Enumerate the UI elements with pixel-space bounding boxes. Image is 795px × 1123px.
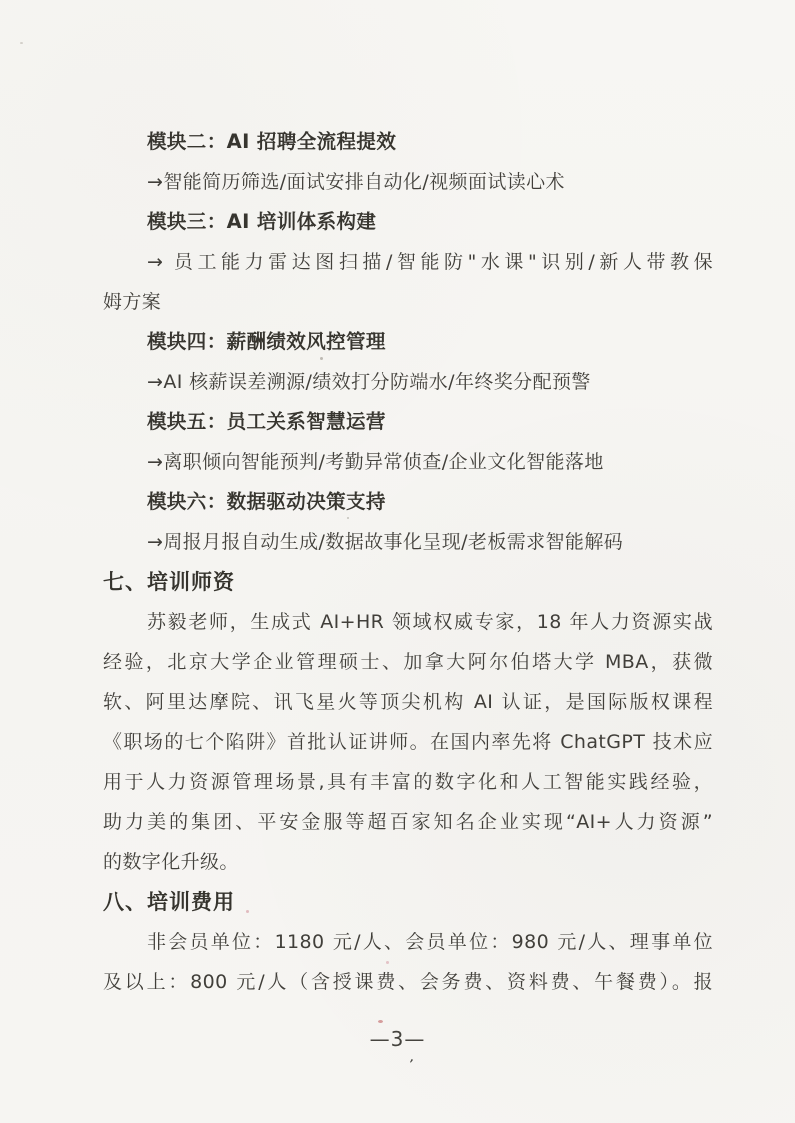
paragraph-line: 的数字化升级。 — [103, 851, 239, 873]
scan-artifact-mark: ’ — [405, 1055, 415, 1075]
paragraph-line: 非会员单位：1180 元/人、会员单位：980 元/人、理事单位 — [147, 931, 713, 953]
paragraph-line: 苏毅老师，生成式 AI+HR 领域权威专家，18 年人力资源实战 — [147, 611, 713, 633]
module-heading: 模块六：数据驱动决策支持 — [147, 490, 386, 513]
module-detail: →智能简历筛选/面试安排自动化/视频面试读心术 — [147, 171, 565, 193]
scan-artifact-speck — [246, 910, 249, 913]
module-detail: →周报月报自动生成/数据故事化呈现/老板需求智能解码 — [147, 531, 624, 553]
scan-artifact-speck — [320, 357, 323, 360]
scan-artifact-speck — [386, 961, 389, 964]
module-detail: → 员工能力雷达图扫描/智能防"水课"识别/新人带教保 — [147, 251, 713, 273]
section-heading-instructors: 七、培训师资 — [103, 570, 235, 594]
paragraph-line: 及以上：800 元/人（含授课费、会务费、资料费、午餐费）。报 — [103, 971, 713, 993]
module-heading: 模块四：薪酬绩效风控管理 — [147, 330, 386, 353]
section-heading-fees: 八、培训费用 — [103, 890, 235, 914]
scan-artifact-speck — [378, 1020, 383, 1023]
paragraph-line: 助力美的集团、平安金服等超百家知名企业实现“AI+人力资源” — [103, 811, 713, 833]
module-heading: 模块三：AI 培训体系构建 — [147, 210, 377, 233]
text-block — [103, 122, 713, 1002]
paragraph-line: 软、阿里达摩院、讯飞星火等顶尖机构 AI 认证，是国际版权课程 — [103, 691, 713, 713]
module-detail: →AI 核薪误差溯源/绩效打分防端水/年终奖分配预警 — [147, 371, 591, 393]
paragraph-line: 《职场的七个陷阱》首批认证讲师。在国内率先将 ChatGPT 技术应 — [103, 731, 713, 753]
module-detail-continuation: 姆方案 — [103, 291, 162, 313]
module-heading: 模块二：AI 招聘全流程提效 — [147, 130, 397, 153]
page-number: —3— — [369, 1027, 426, 1051]
module-heading: 模块五：员工关系智慧运营 — [147, 410, 386, 433]
scan-artifact-speck — [20, 42, 23, 44]
paragraph-line: 经验，北京大学企业管理硕士、加拿大阿尔伯塔大学 MBA，获微 — [103, 651, 713, 673]
scan-artifact-speck — [347, 517, 349, 519]
module-detail: →离职倾向智能预判/考勤异常侦查/企业文化智能落地 — [147, 451, 604, 473]
paragraph-line: 用于人力资源管理场景,具有丰富的数字化和人工智能实践经验， — [103, 771, 713, 793]
